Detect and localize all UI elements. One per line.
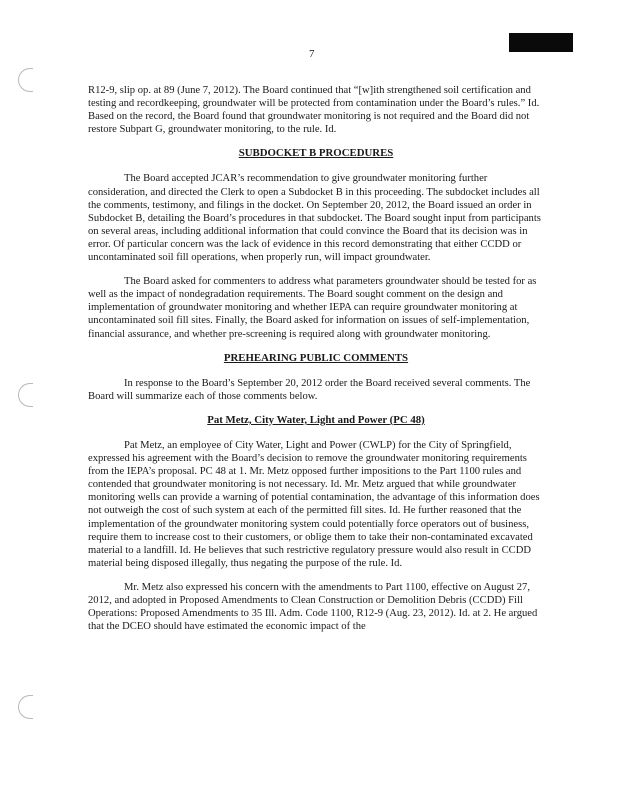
binder-hole-top xyxy=(18,68,33,92)
paragraph-metz-agreement: Pat Metz, an employee of City Water, Light and Power (CWLP) for the City of Springfield, expressed his agreement with the Board’s decision to remove the groundwater monitoring requirements from the IEPA’s proposal. PC 48 at 1. Mr. Metz opposed further impositions to the Part 1100 rules and contended that groundwater monitoring is not necessary. Id. Mr. Metz argued that while groundwater monitoring wells can provide a warning of potential contamination, the advantage of this information does not outweigh the cost of such system at each of the permitted fill sites. Id. He further reasoned that the implementation of the groundwater monitoring system could potentially force operators out of business, require them to increase cost to their customers, or oblige them to take their non-contaminated excavated material to a landfill. Id. He believes that such restrictive regulatory pressure would also result in CCDD material being disposed illegally, thus negating the purpose of the rule. Id. xyxy=(88,439,540,569)
heading-pat-metz: Pat Metz, City Water, Light and Power (PC 48) xyxy=(207,413,425,426)
redaction-bar xyxy=(509,33,573,52)
binder-hole-middle xyxy=(18,383,33,407)
paragraph-comments-received: In response to the Board’s September 20, 2012 order the Board received several comments. The Board will summarize each of those comments below. xyxy=(88,377,531,402)
paragraph-metz-concern: Mr. Metz also expressed his concern with the amendments to Part 1100, effective on August 27, 2012, and adopted in Proposed Amendments to Clean Construction or Demolition Debris (CCDD) Fill Operations: Proposed Amendments to 35 Ill. Adm. Code 1100, R12-9 (Aug. 23, 2012). Id. at 2. He argued that the DCEO should have estimated the economic impact of the xyxy=(88,581,538,633)
paragraph-jcar-recommendation: The Board accepted JCAR’s recommendation to give groundwater monitoring further consideration, and directed the Clerk to open a Subdocket B in this proceeding. The subdocket includes all the comments, testimony, and filings in the docket. On September 20, 2012, the Board issued an order in Subdocket B, detailing the Board’s procedures in that subdocket. The Board sought input from participants on several areas, including additional information that could convince the Board that its decision was in error. Of particular concern was the lack of evidence in this record demonstrating that either CCDD or uncontaminated soil fill operations, when properly run, will impact groundwater. xyxy=(88,173,541,264)
binder-hole-bottom xyxy=(18,695,33,719)
paragraph-continuation: R12-9, slip op. at 89 (June 7, 2012). The Board continued that “[w]ith strengthened soil certification and testing and recordkeeping, groundwater will be protected from contamination under the Board’s rules.” Id. Based on the record, the Board found that groundwater monitoring is not required and the Board did not restore Subpart G, groundwater monitoring, to the rule. Id. xyxy=(88,85,540,136)
paragraph-commenter-questions: The Board asked for commenters to address what parameters groundwater should be tested for as well as the impact of nondegradation requirements. The Board sought comment on the design and implementation of groundwater monitoring and whether IEPA can require groundwater monitoring at uncontaminated soil fill sites. Finally, the Board asked for information on issues of self-implementation, financial assurance, and whether pre-screening is required along with groundwater monitoring. xyxy=(88,276,537,340)
page-number: 7 xyxy=(309,48,315,60)
heading-subdocket-b-procedures: SUBDOCKET B PROCEDURES xyxy=(238,147,394,160)
document-body xyxy=(88,84,544,644)
heading-prehearing-public-comments: PREHEARING PUBLIC COMMENTS xyxy=(223,351,409,364)
